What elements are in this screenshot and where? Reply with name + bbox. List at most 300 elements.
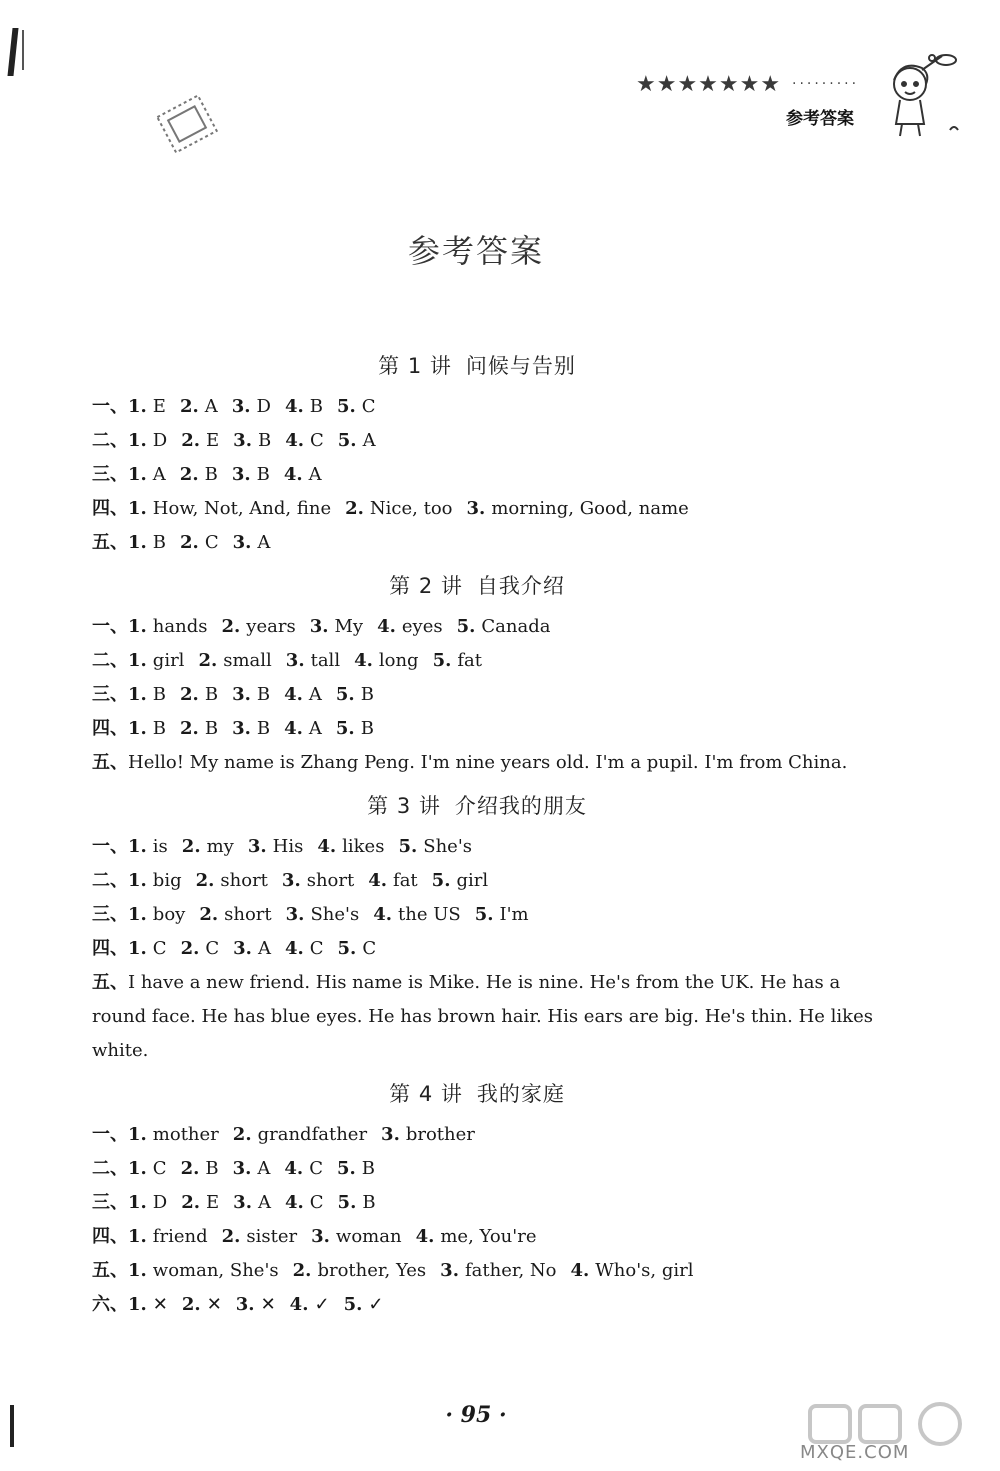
- answer-item: [467, 498, 689, 519]
- answer-item: [236, 1294, 276, 1315]
- answer-item-value: A: [308, 684, 322, 705]
- answer-item-number: 4.: [377, 616, 396, 637]
- answer-item-value: ✓: [368, 1294, 384, 1315]
- lesson-title: 问候与告别: [465, 354, 576, 378]
- lesson-heading: [92, 350, 862, 380]
- answer-item: [416, 1226, 537, 1247]
- answer-item-number: 4.: [373, 904, 392, 925]
- answer-item-number: 1.: [128, 1158, 147, 1179]
- watermark-text: MXQE.COM: [800, 1442, 910, 1463]
- question-marker: 一、: [92, 616, 128, 637]
- answer-item-number: 1.: [128, 532, 147, 553]
- answer-row: [92, 830, 892, 864]
- answer-item-value: A: [257, 1158, 271, 1179]
- answer-content: [92, 340, 892, 1322]
- answer-item-value: mother: [152, 1124, 219, 1145]
- answer-item-number: 3.: [466, 498, 486, 519]
- answer-item: [290, 1294, 330, 1315]
- answer-item: [338, 430, 376, 451]
- answer-item-number: 4.: [285, 430, 304, 451]
- answer-item-value: tall: [310, 650, 341, 671]
- answer-item-number: 2.: [180, 1158, 200, 1179]
- question-marker: 五、: [92, 532, 128, 553]
- answer-row: [92, 390, 892, 424]
- answer-item-value: B: [309, 396, 323, 417]
- answer-item-value: My: [334, 616, 364, 637]
- answer-item: [128, 870, 182, 891]
- answer-item-number: 3.: [233, 1192, 252, 1213]
- answer-item-value: friend: [152, 1226, 208, 1247]
- answer-row: [92, 424, 892, 458]
- answer-item-number: 3.: [233, 938, 252, 959]
- answer-item-value: short: [306, 870, 355, 891]
- answer-item: [338, 938, 377, 959]
- lesson-heading: [92, 1078, 862, 1108]
- answer-item: [284, 684, 322, 705]
- header-dots: ·········: [792, 76, 860, 92]
- answer-item-value: B: [257, 430, 272, 451]
- lesson-section: [92, 560, 892, 780]
- answer-row: [92, 864, 892, 898]
- answer-item: [285, 938, 324, 959]
- page-number: · 95 ·: [445, 1402, 507, 1428]
- answer-item-value: woman: [335, 1226, 402, 1247]
- answer-item-number: 3.: [233, 430, 252, 451]
- answer-item-number: 5.: [335, 684, 355, 705]
- question-marker: 一、: [92, 396, 128, 417]
- answer-item-number: 2.: [180, 532, 199, 553]
- answer-item: [128, 684, 166, 705]
- answer-item-value: likes: [342, 836, 385, 857]
- answer-item-number: 1.: [128, 464, 147, 485]
- answer-item-value: C: [361, 396, 376, 417]
- question-marker: 二、: [92, 870, 128, 891]
- answer-item-value: I'm: [499, 904, 529, 925]
- answer-item: [336, 718, 374, 739]
- lesson-number: 第 2 讲: [389, 574, 463, 598]
- answer-item-value: A: [152, 464, 166, 485]
- answer-item: [128, 616, 207, 637]
- answer-item: [232, 464, 270, 485]
- answer-item: [232, 718, 270, 739]
- answer-row: [92, 526, 892, 560]
- question-marker: 一、: [92, 836, 128, 857]
- answer-item-value: brother: [405, 1124, 475, 1145]
- answer-item-number: 5.: [337, 430, 357, 451]
- answer-row: [92, 644, 892, 678]
- answer-row: [92, 458, 892, 492]
- answer-item-number: 5.: [337, 938, 357, 959]
- answer-paragraph: Hello! My name is Zhang Peng. I'm nine years old. I'm a pupil. I'm from China.: [128, 752, 848, 773]
- answer-item-value: ✕: [152, 1294, 168, 1315]
- answer-item-value: ✕: [260, 1294, 276, 1315]
- answer-item-value: fat: [393, 870, 418, 891]
- answer-item-number: 2.: [180, 684, 199, 705]
- answer-item-value: big: [152, 870, 182, 891]
- answer-item: [457, 616, 551, 637]
- answer-item-number: 3.: [232, 718, 251, 739]
- answer-item: [286, 904, 360, 925]
- answer-item-number: 4.: [284, 1158, 304, 1179]
- answer-item-number: 1.: [128, 870, 147, 891]
- answer-item-number: 5.: [337, 1192, 357, 1213]
- answer-item-number: 1.: [128, 498, 147, 519]
- answer-item: [284, 718, 322, 739]
- answer-item: [128, 1260, 279, 1281]
- answer-item: [128, 650, 184, 671]
- question-marker: 五、: [92, 1260, 128, 1281]
- answer-item-number: 1.: [128, 938, 147, 959]
- answer-item-value: girl: [152, 650, 185, 671]
- answer-item-number: 1.: [128, 1192, 147, 1213]
- answer-item: [181, 1158, 219, 1179]
- answer-item-number: 5.: [335, 718, 355, 739]
- answer-item-number: 2.: [180, 938, 200, 959]
- answer-item-number: 3.: [309, 616, 329, 637]
- answer-item-number: 2.: [180, 718, 199, 739]
- answer-item-number: 1.: [128, 650, 147, 671]
- answer-item: [337, 396, 376, 417]
- question-marker: 四、: [92, 718, 128, 739]
- lesson-heading-row: [92, 780, 892, 830]
- answer-item: [233, 938, 271, 959]
- page-title: 参考答案: [407, 232, 544, 270]
- scan-edge-mark: [10, 1405, 14, 1447]
- answer-item-number: 1.: [128, 396, 147, 417]
- answer-item-value: A: [257, 532, 271, 553]
- answer-item: [571, 1260, 694, 1281]
- answer-item-value: His: [272, 836, 304, 857]
- question-marker: 五、: [92, 752, 128, 773]
- answer-item-number: 1.: [128, 904, 147, 925]
- lesson-number: 第 4 讲: [389, 1082, 463, 1106]
- question-marker: 四、: [92, 938, 128, 959]
- answer-paragraph: I have a new friend. His name is Mike. He is nine. He's from the UK. He has a round face. He has blue eyes. He has brown hair. His ears are big. He's thin. He likes white.: [92, 972, 873, 1061]
- answer-item: [284, 464, 322, 485]
- answer-item-number: 1.: [128, 1260, 147, 1281]
- answer-row: [92, 712, 892, 746]
- answer-item-value: B: [152, 718, 167, 739]
- answer-item-value: D: [152, 1192, 168, 1213]
- answer-item: [233, 430, 271, 451]
- answer-item-value: She's: [310, 904, 360, 925]
- answer-item: [182, 836, 234, 857]
- answer-item-value: my: [206, 836, 234, 857]
- answer-item-value: grandfather: [257, 1124, 368, 1145]
- answer-item-number: 2.: [179, 396, 199, 417]
- answer-item-value: B: [205, 1158, 219, 1179]
- answer-row: [92, 1220, 892, 1254]
- answer-item-number: 4.: [284, 684, 303, 705]
- lesson-title: 我的家庭: [476, 1082, 565, 1106]
- answer-item-value: the US: [398, 904, 461, 925]
- answer-item-value: C: [309, 1158, 323, 1179]
- answer-item-value: B: [204, 684, 219, 705]
- answer-item-value: A: [257, 938, 271, 959]
- answer-item-value: Who's, girl: [595, 1260, 694, 1281]
- answer-item: [180, 464, 218, 485]
- answer-item-value: C: [205, 938, 220, 959]
- answer-item-value: B: [152, 684, 167, 705]
- answer-item: [196, 870, 268, 891]
- answer-item: [344, 1294, 384, 1315]
- answer-item-value: D: [152, 430, 168, 451]
- answer-item-value: is: [152, 836, 168, 857]
- answer-item-number: 3.: [232, 532, 252, 553]
- answer-item-number: 1.: [128, 430, 147, 451]
- answer-item: [338, 1192, 376, 1213]
- answer-item: [180, 396, 218, 417]
- answer-item-number: 1.: [128, 718, 147, 739]
- answer-item-value: C: [152, 1158, 167, 1179]
- lesson-section: [92, 1068, 892, 1322]
- answer-row: [92, 610, 892, 644]
- answer-item-value: boy: [152, 904, 186, 925]
- answer-item-value: D: [256, 396, 271, 417]
- answer-item: [398, 836, 472, 857]
- answer-item: [181, 1192, 219, 1213]
- answer-item-value: E: [206, 1192, 220, 1213]
- answer-row: [92, 492, 892, 526]
- answer-item-number: 2.: [221, 1226, 241, 1247]
- answer-item: [182, 1294, 222, 1315]
- answer-item-number: 3.: [285, 904, 305, 925]
- answer-item-number: 1.: [128, 836, 147, 857]
- answer-item-value: B: [360, 684, 374, 705]
- answer-item-value: eyes: [401, 616, 443, 637]
- answer-item: [180, 718, 218, 739]
- answer-item-number: 2.: [345, 498, 364, 519]
- stamp-icon: [152, 94, 222, 156]
- answer-item-number: 3.: [232, 684, 251, 705]
- answer-item-number: 2.: [179, 464, 199, 485]
- answer-item: [286, 650, 340, 671]
- answer-item-value: C: [362, 938, 377, 959]
- answer-item-value: hands: [152, 616, 208, 637]
- answer-item: [336, 684, 374, 705]
- answer-item: [377, 616, 443, 637]
- answer-item: [233, 532, 271, 553]
- answer-item-number: 4.: [289, 1294, 309, 1315]
- question-marker: 二、: [92, 430, 128, 451]
- answer-item-value: E: [152, 396, 166, 417]
- answer-item-value: C: [310, 430, 324, 451]
- answer-item: [233, 1192, 271, 1213]
- answer-item: [221, 616, 295, 637]
- answer-item-value: small: [223, 650, 272, 671]
- answer-item: [180, 684, 218, 705]
- answer-row: [92, 1152, 892, 1186]
- lesson-number: 第 1 讲: [378, 354, 452, 378]
- answer-item-value: A: [308, 718, 322, 739]
- lesson-heading: [92, 570, 862, 600]
- answer-item-number: 3.: [381, 1124, 400, 1145]
- answer-item: [282, 870, 354, 891]
- answer-item: [128, 464, 166, 485]
- answer-item: [285, 396, 323, 417]
- header-label: 参考答案: [786, 109, 854, 129]
- lesson-title: 自我介绍: [476, 574, 565, 598]
- answer-item-number: 4.: [570, 1260, 590, 1281]
- answer-item: [128, 836, 168, 857]
- question-marker: 二、: [92, 1158, 128, 1179]
- answer-item: [128, 904, 185, 925]
- answer-item-number: 1.: [128, 616, 147, 637]
- answer-item-number: 4.: [317, 836, 337, 857]
- answer-item-value: brother, Yes: [317, 1260, 427, 1281]
- answer-item: [284, 1158, 323, 1179]
- answer-item-number: 1.: [128, 1226, 147, 1247]
- answer-item: [311, 1226, 401, 1247]
- answer-item-value: father, No: [464, 1260, 557, 1281]
- question-marker: 三、: [92, 904, 128, 925]
- lesson-section: [92, 780, 892, 1068]
- answer-item-number: 4.: [354, 650, 373, 671]
- answer-item-value: me, You're: [440, 1226, 537, 1247]
- answer-row: [92, 966, 882, 1068]
- answer-row: [92, 1254, 892, 1288]
- answer-item-value: long: [378, 650, 419, 671]
- lesson-title: 介绍我的朋友: [454, 794, 587, 818]
- answer-item-value: ✕: [206, 1294, 222, 1315]
- answer-item-number: 5.: [456, 616, 476, 637]
- lesson-number: 第 3 讲: [367, 794, 441, 818]
- mascot-girl-icon: [872, 50, 964, 142]
- answer-item: [232, 684, 270, 705]
- answer-item-number: 1.: [128, 1124, 147, 1145]
- question-marker: 四、: [92, 1226, 128, 1247]
- answer-item: [285, 430, 324, 451]
- answer-item: [199, 904, 271, 925]
- answer-row: [92, 932, 892, 966]
- scan-edge-mark: [22, 30, 24, 70]
- question-marker: 三、: [92, 684, 128, 705]
- answer-item: [128, 532, 166, 553]
- answer-item-value: B: [360, 718, 374, 739]
- lesson-heading-row: [92, 1068, 892, 1118]
- answer-item-number: 5.: [398, 836, 418, 857]
- answer-item-value: ✓: [314, 1294, 330, 1315]
- answer-item: [285, 1192, 324, 1213]
- answer-item-number: 2.: [181, 1294, 201, 1315]
- answer-item-number: 3.: [440, 1260, 459, 1281]
- answer-item-value: girl: [456, 870, 489, 891]
- answer-item: [310, 616, 363, 637]
- answer-item-number: 5.: [432, 650, 452, 671]
- answer-item-value: short: [224, 904, 272, 925]
- answer-item-number: 5.: [431, 870, 451, 891]
- answer-item-number: 3.: [247, 836, 267, 857]
- answer-item-value: morning, Good, name: [491, 498, 689, 519]
- answer-item: [440, 1260, 556, 1281]
- header-stars: ★★★★★★★: [636, 72, 782, 97]
- answer-item-value: C: [204, 532, 219, 553]
- answer-item: [373, 904, 461, 925]
- answer-item-value: B: [204, 718, 219, 739]
- answer-item: [128, 1124, 219, 1145]
- question-marker: 六、: [92, 1294, 128, 1315]
- lesson-heading-row: [92, 340, 892, 390]
- answer-item-value: A: [308, 464, 322, 485]
- lesson-heading-row: [92, 560, 892, 610]
- answer-item: [337, 1158, 375, 1179]
- answer-item-number: 5.: [337, 396, 356, 417]
- answer-item: [345, 498, 452, 519]
- answer-item-value: B: [256, 464, 270, 485]
- answer-item-number: 5.: [343, 1294, 363, 1315]
- answer-item: [198, 650, 271, 671]
- answer-row: [92, 678, 892, 712]
- answer-item-value: Nice, too: [369, 498, 453, 519]
- answer-item: [233, 1158, 271, 1179]
- answer-item-number: 4.: [368, 870, 388, 891]
- question-marker: 四、: [92, 498, 128, 519]
- answer-item: [128, 498, 331, 519]
- answer-item-value: B: [256, 684, 271, 705]
- answer-item: [248, 836, 304, 857]
- answer-item: [128, 938, 167, 959]
- answer-item: [128, 1158, 167, 1179]
- answer-item-number: 4.: [415, 1226, 435, 1247]
- answer-item-value: Canada: [481, 616, 551, 637]
- answer-item-number: 2.: [292, 1260, 312, 1281]
- answer-item-number: 2.: [199, 904, 219, 925]
- answer-item: [475, 904, 529, 925]
- answer-item: [317, 836, 384, 857]
- answer-item-number: 4.: [284, 938, 304, 959]
- answer-item-value: A: [362, 430, 376, 451]
- answer-item-value: B: [152, 532, 167, 553]
- answer-item-value: short: [220, 870, 268, 891]
- answer-item-number: 3.: [285, 650, 305, 671]
- answer-item-number: 2.: [198, 650, 218, 671]
- answer-item: [293, 1260, 427, 1281]
- answer-item-value: E: [206, 430, 220, 451]
- answer-item-value: C: [309, 938, 324, 959]
- answer-item: [233, 1124, 367, 1145]
- answer-row: [92, 898, 892, 932]
- answer-item: [232, 396, 271, 417]
- answer-item: [128, 718, 166, 739]
- answer-item-number: 3.: [311, 1226, 330, 1247]
- lesson-heading: [92, 790, 862, 820]
- answer-item-value: A: [204, 396, 218, 417]
- question-marker: 二、: [92, 650, 128, 671]
- answer-item: [181, 430, 219, 451]
- answer-item: [381, 1124, 475, 1145]
- answer-item-number: 2.: [181, 836, 201, 857]
- answer-item: [354, 650, 419, 671]
- question-marker: 一、: [92, 1124, 128, 1145]
- answer-row: [92, 1186, 892, 1220]
- answer-item-number: 3.: [232, 1158, 252, 1179]
- answer-item-value: She's: [423, 836, 473, 857]
- answer-item: [128, 396, 166, 417]
- question-marker: 三、: [92, 464, 128, 485]
- answer-item-number: 2.: [232, 1124, 252, 1145]
- answer-item-value: B: [361, 1158, 376, 1179]
- answer-item-number: 2.: [221, 616, 241, 637]
- answer-item-value: A: [257, 1192, 271, 1213]
- answer-item: [128, 430, 167, 451]
- answer-item-number: 1.: [128, 684, 147, 705]
- answer-item: [368, 870, 417, 891]
- answer-item-value: sister: [246, 1226, 298, 1247]
- answer-item: [432, 870, 488, 891]
- answer-item-value: years: [246, 616, 296, 637]
- answer-item-value: C: [152, 938, 167, 959]
- answer-item: [128, 1192, 167, 1213]
